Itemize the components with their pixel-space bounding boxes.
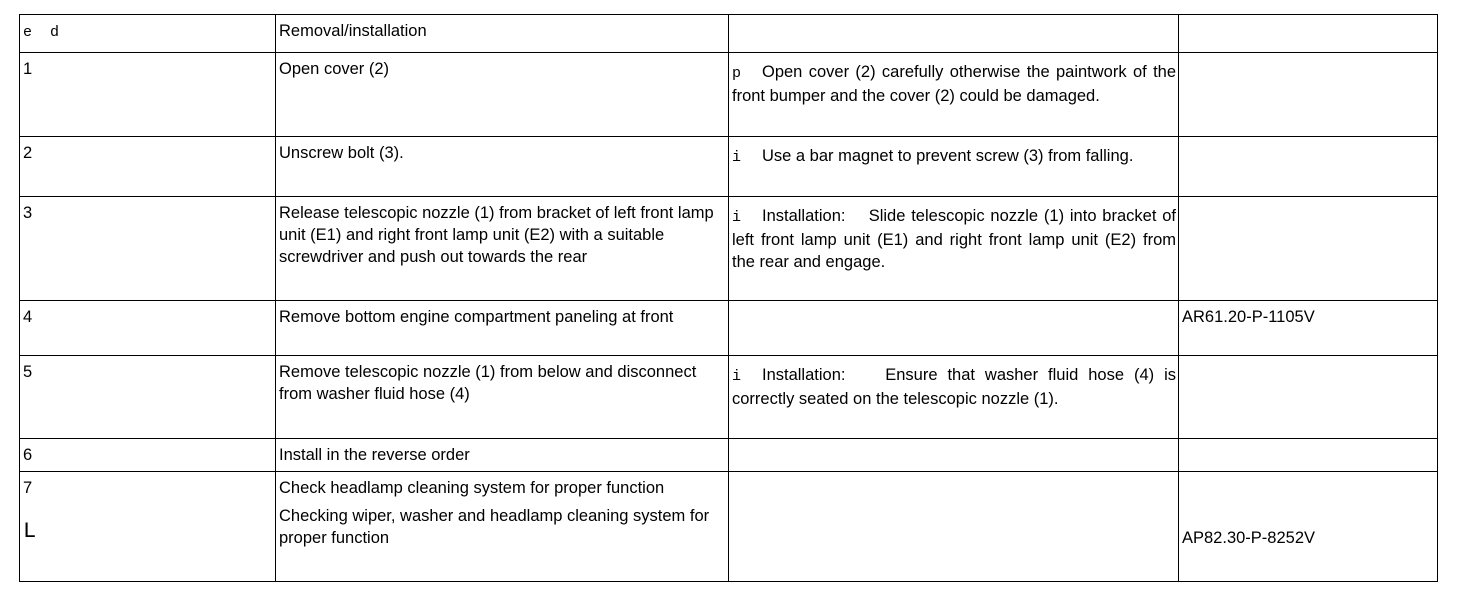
step-text: Open cover (2) (279, 60, 390, 78)
header-empty-cell (1179, 15, 1438, 53)
step-number-cell (20, 472, 276, 582)
step-text-cell (276, 472, 729, 582)
procedure-table (19, 14, 1438, 582)
table-row (20, 301, 1438, 356)
step-number-cell (20, 301, 276, 356)
table-row (20, 439, 1438, 472)
header-glyph-cell (20, 15, 276, 53)
step-note: Open cover (2) carefully otherwise the paintwork of the front bumper and the cover (2) could be damaged. (732, 63, 1176, 105)
step-note-cell (729, 472, 1179, 582)
header-row (20, 15, 1438, 53)
step-number: 2 (23, 144, 33, 162)
step-ref-cell (1179, 53, 1438, 137)
step-number-cell (20, 197, 276, 301)
link-icon: L (23, 519, 37, 544)
step-note: Installation: Slide telescopic nozzle (1) into bracket of left front lamp unit (E1) and right front lamp unit (E2) from the rear and engage. (732, 207, 1181, 271)
step-text: Remove telescopic nozzle (1) from below and disconnect from washer fluid hose (4) (279, 363, 697, 403)
step-note-cell (729, 356, 1179, 439)
step-ref[interactable] (1182, 477, 1435, 521)
header-title-cell (276, 15, 729, 53)
step-text: Install in the reverse order (279, 446, 470, 464)
step-number: 5 (23, 363, 33, 381)
step-ref-link[interactable]: AR61.20-P-1105V (1182, 308, 1315, 326)
step-note: Installation: Ensure that washer fluid hose (4) is correctly seated on the telescopic nozzle (1). (732, 366, 1181, 408)
table-row (20, 137, 1438, 197)
table-row (20, 197, 1438, 301)
step-number: 7 (23, 479, 33, 497)
step-note-cell (729, 301, 1179, 356)
step-text-cell (276, 137, 729, 197)
step-text: Remove bottom engine compartment paneling at front (279, 308, 674, 326)
header-title: Removal/installation (279, 22, 427, 40)
step-ref-cell (1179, 356, 1438, 439)
step-note: Use a bar magnet to prevent screw (3) from falling. (762, 147, 1134, 165)
step-text-cell (276, 439, 729, 472)
info-icon: i (732, 209, 742, 226)
table-row (20, 356, 1438, 439)
step-number-cell (20, 356, 276, 439)
step-text-cell (276, 197, 729, 301)
step-ref-cell (1179, 301, 1438, 356)
step-number: 4 (23, 308, 33, 326)
step-note-cell (729, 439, 1179, 472)
step-text-cell (276, 301, 729, 356)
linked-procedure-ref[interactable]: AP82.30-P-8252V (1182, 529, 1316, 547)
step-number: 1 (23, 60, 33, 78)
step-ref-cell (1179, 472, 1438, 582)
step-ref-cell (1179, 439, 1438, 472)
table-row (20, 472, 1438, 582)
info-icon: i (732, 368, 742, 385)
step-text: Release telescopic nozzle (1) from bracket of left front lamp unit (E1) and right front lamp unit (E2) with a suitable screwdriver and push out towards the rear (279, 204, 714, 266)
caution-icon: p (732, 65, 742, 82)
step-text-cell (276, 53, 729, 137)
step-note-cell (729, 137, 1179, 197)
header-glyph: e d (23, 24, 60, 41)
info-icon: i (732, 149, 742, 166)
header-empty-cell (729, 15, 1179, 53)
linked-procedure-text: Checking wiper, washer and headlamp cleaning system for proper function (279, 507, 710, 547)
step-number-cell (20, 137, 276, 197)
step-number: 6 (23, 446, 33, 464)
step-note-cell (729, 53, 1179, 137)
step-number: 3 (23, 204, 33, 222)
step-note-cell (729, 197, 1179, 301)
step-text-cell (276, 356, 729, 439)
step-ref-cell (1179, 197, 1438, 301)
step-text: Unscrew bolt (3). (279, 144, 404, 162)
step-number-cell (20, 53, 276, 137)
step-text: Check headlamp cleaning system for proper function (279, 479, 665, 497)
step-ref-cell (1179, 137, 1438, 197)
step-number-cell (20, 439, 276, 472)
table-row (20, 53, 1438, 137)
